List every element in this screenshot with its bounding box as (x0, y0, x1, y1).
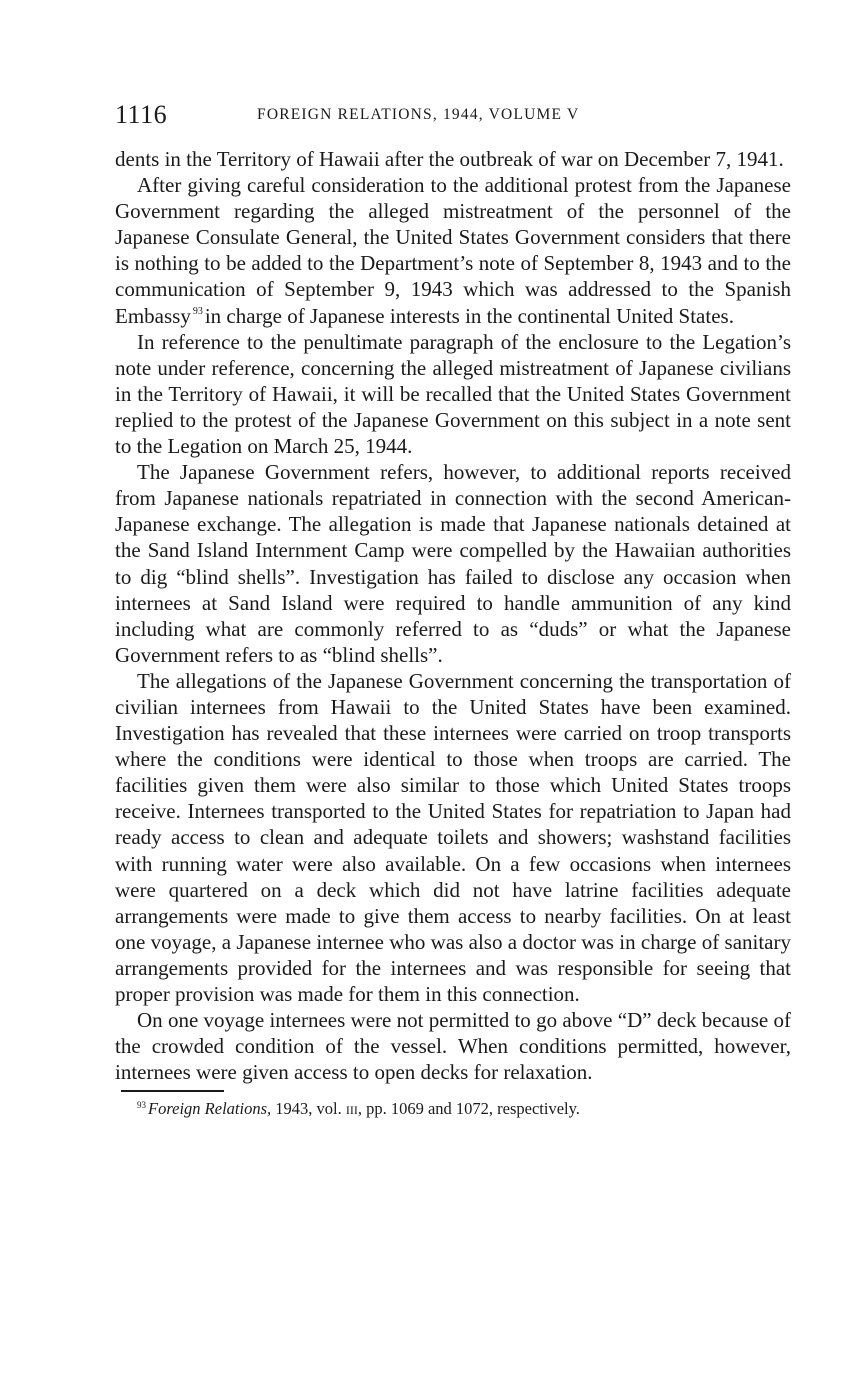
footnote-title: Foreign Relations, (148, 1099, 272, 1119)
footnote-marker: 93 (137, 1100, 146, 1111)
paragraph-5: The allegations of the Japanese Government concerning the transportation of civilian internees from Hawaii to the United States have been examined. Investigation has revealed that these internees were carried on troop transports where the conditions were identical to those when troops are carried. The facilities given them were also similar to those which United States troops receive. Internees transported to the United States for repatriation to Japan had ready access to clean and adequate toilets and showers; washstand facilities with running water were also available. On a few occasions when internees were quartered on a deck which did not have latrine facilities adequate arrangements were made to give them access to nearby facilities. On at least one voyage, a Japanese internee who was also a doctor was in charge of sanitary arrangements provided for the internees and was responsible for seeing that proper provision was made for them in this connection. (115, 668, 791, 1006)
paragraph-2-text-after: in charge of Japanese interests in the continental United States. (204, 303, 734, 328)
footnote-volume: iii (345, 1099, 358, 1119)
paragraph-4: The Japanese Government refers, however, to additional reports received from Japanese nationals repatriated in connection with the second American-Japanese exchange. The allegation is made that Japanese nationals detained at the Sand Island Internment Camp were compelled by the Hawaiian authorities to dig “blind shells”. Investigation has failed to disclose any occasion when internees at Sand Island were required to handle ammunition of any kind including what are commonly referred to as “duds” or what the Japanese Government refers to as “blind shells”. (115, 460, 791, 667)
paragraph-2 (115, 172, 791, 329)
footnote-text-before: 1943, vol. (271, 1099, 346, 1119)
body-text (115, 146, 791, 1085)
page-number: 1116 (115, 100, 168, 129)
paragraph-6: On one voyage internees were not permitted to go above “D” deck because of the crowded condition of the vessel. When conditions permitted, however, internees were given access to open decks for relaxation. (115, 1008, 791, 1085)
footnote (137, 1098, 791, 1120)
paragraph-2-text-before: After giving careful consideration to the additional protest from the Japanese Government regarding the alleged mistreatment of the personnel of the Japanese Consulate General, the United States Government considers that there is nothing to be added to the Department’s note of September 8, 1943 and to the communication of September 9, 1943 which was addressed to the Spanish Embassy (115, 173, 791, 328)
paragraph-3: In reference to the penultimate paragraph of the enclosure to the Legation’s note under reference, concerning the alleged mistreatment of Japanese civilians in the Territory of Hawaii, it will be recalled that the United States Government replied to the protest of the Japanese Government on this subject in a note sent to the Legation on March 25, 1944. (115, 329, 791, 459)
page-header (115, 98, 791, 132)
running-head: FOREIGN RELATIONS, 1944, VOLUME V (257, 106, 580, 123)
footnote-reference: 93 (192, 305, 203, 317)
document-page (115, 98, 791, 1120)
paragraph-1: dents in the Territory of Hawaii after the outbreak of war on December 7, 1941. (115, 147, 784, 171)
footnote-divider (121, 1090, 224, 1092)
footnote-text-after: , pp. 1069 and 1072, respectively. (357, 1099, 580, 1119)
